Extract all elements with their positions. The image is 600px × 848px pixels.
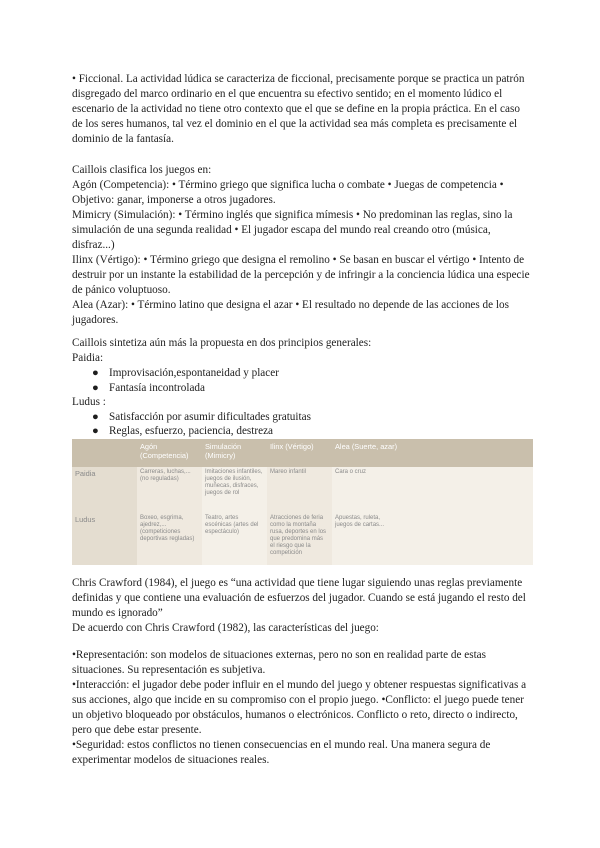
text-line: •Interacción: el jugador debe poder influir en el mundo del juego y obtener respuestas significativas a [72,679,527,691]
text-line: Caillois clasifica los juegos en: [72,164,212,176]
table-header-row [72,439,533,467]
list-item-text: Satisfacción por asumir dificultades gratuitas [109,411,311,423]
table-header-cell: Agón (Competencia) [137,439,202,467]
text-line: disgregado del marco ordinario en el que encuentra su efectivo sentido; en el momento lúdico el [72,88,503,100]
text-line: pero que debe estar presente. [72,724,202,736]
text-line: Agón (Competencia): • Término griego que significa lucha o combate • Juegas de competencia • [72,179,504,191]
table-header-cell-text: Alea (Suerte, azar) [335,442,398,451]
text-line: definidas y que contiene una evaluación de esfuerzos del jugador. Cuando se está jugando el resto del [72,592,526,604]
bullet-icon: ● [92,425,99,437]
text-line: Alea (Azar): • Término latino que designa el azar • El resultado no depende de las acciones de los [72,299,509,311]
table-row-label: Ludus [72,513,137,565]
ludus-label: Ludus : [72,396,106,408]
text-line: mundo es ignorado” [72,607,163,619]
bullet-icon: ● [92,367,99,379]
table-row [72,467,533,513]
table-header-cell [332,439,533,467]
table-cell [332,513,533,565]
text-line: De acuerdo con Chris Crawford (1982), las características del juego: [72,622,379,634]
table-cell-text: Cara o cruz [335,469,367,475]
table-cell: Teatro, artes escénicas (artes del espectáculo) [202,513,267,565]
bullet-icon: ● [92,411,99,423]
text-line: escenario de la actividad no tiene otro contexto que el que se define en la propia práctica. En el caso [72,103,520,115]
table-cell: Carreras, luchas,...(no reguladas) [137,467,202,513]
text-line: un objetivo bloqueado por obstáculos, humanos o electrónicos. Conflicto o reto, directo o indirecto, [72,709,518,721]
table-cell: Imitaciones infantiles, juegos de ilusión, muñecas, disfraces, juegos de rol [202,467,267,513]
ficcional-paragraph [72,72,532,147]
principles-intro: Caillois sintetiza aún más la propuesta en dos principios generales: [72,337,372,349]
table-cell: Boxeo, esgrima, ajedrez,...(competiciones deportivas regladas) [137,513,202,565]
table-cell: Mareo infantil [267,467,332,513]
text-line: experimentar modelos de situaciones reales. [72,754,270,766]
text-line: disfraz...) [72,239,115,251]
text-line: de pánico voluptuoso. [72,284,171,296]
text-line: simulación de una segunda realidad • El jugador escapa del mundo real creando otro (música, [72,224,491,236]
crawford-paragraph [72,576,532,636]
text-line: de los seres humanos, tal vez el dominio en el que la actividad sea más completa es precisamente el [72,118,518,130]
text-line: situaciones. Su representación es subjetiva. [72,664,266,676]
text-line: destruir por un instante la estabilidad de la percepción y de infringir a la conciencia lúdica una especie [72,269,530,281]
table-cell: Atracciones de feria como la montaña rusa, deportes en los que predomina más el riesgo que la competición [267,513,332,565]
text-line: jugadores. [72,314,119,326]
table-header-cell [72,439,137,467]
list-item-text: Improvisación,espontaneidad y placer [109,367,279,379]
text-line: •Representación: son modelos de situaciones externas, pero no son en realidad parte de estas [72,649,486,661]
text-line: Mimicry (Simulación): • Término inglés que significa mímesis • No predominan las reglas, sino la [72,209,513,221]
table-header-cell: Simulación (Mimicry) [202,439,267,467]
caillois-classification [72,163,532,328]
text-line: Chris Crawford (1984), el juego es “una actividad que tiene lugar siguiendo unas reglas previamente [72,577,523,589]
text-line: dominio de la fantasía. [72,133,174,145]
table-cell [332,467,533,513]
games-classification-table [72,439,533,565]
text-line: •Seguridad: estos conflictos no tienen consecuencias en el mundo real. Una manera segura de [72,739,491,751]
table-header-cell: Ilinx (Vértigo) [267,439,332,467]
bullet-icon: ● [92,382,99,394]
text-line: Objetivo: ganar, imponerse a otros jugadores. [72,194,276,206]
table-row-label: Paidia [72,467,137,513]
text-line: sus acciones, algo que incide en su compromiso con el propio juego. •Conflicto: el juego puede tener [72,694,524,706]
list-item-text: Fantasía incontrolada [109,382,205,394]
text-line: • Ficcional. La actividad lúdica se caracteriza de ficcional, precisamente porque se practica un patrón [72,73,525,85]
list-item-text: Reglas, esfuerzo, paciencia, destreza [109,425,273,437]
text-line: Ilinx (Vértigo): • Término griego que designa el remolino • Se basan en buscar el vértigo • Intento de [72,254,525,266]
caracteristicas-paragraph [72,648,532,768]
paidia-label: Paidia: [72,352,104,364]
table-cell-text: Apuestas, ruleta, juegos de cartas... [335,515,385,528]
table-row [72,513,533,565]
